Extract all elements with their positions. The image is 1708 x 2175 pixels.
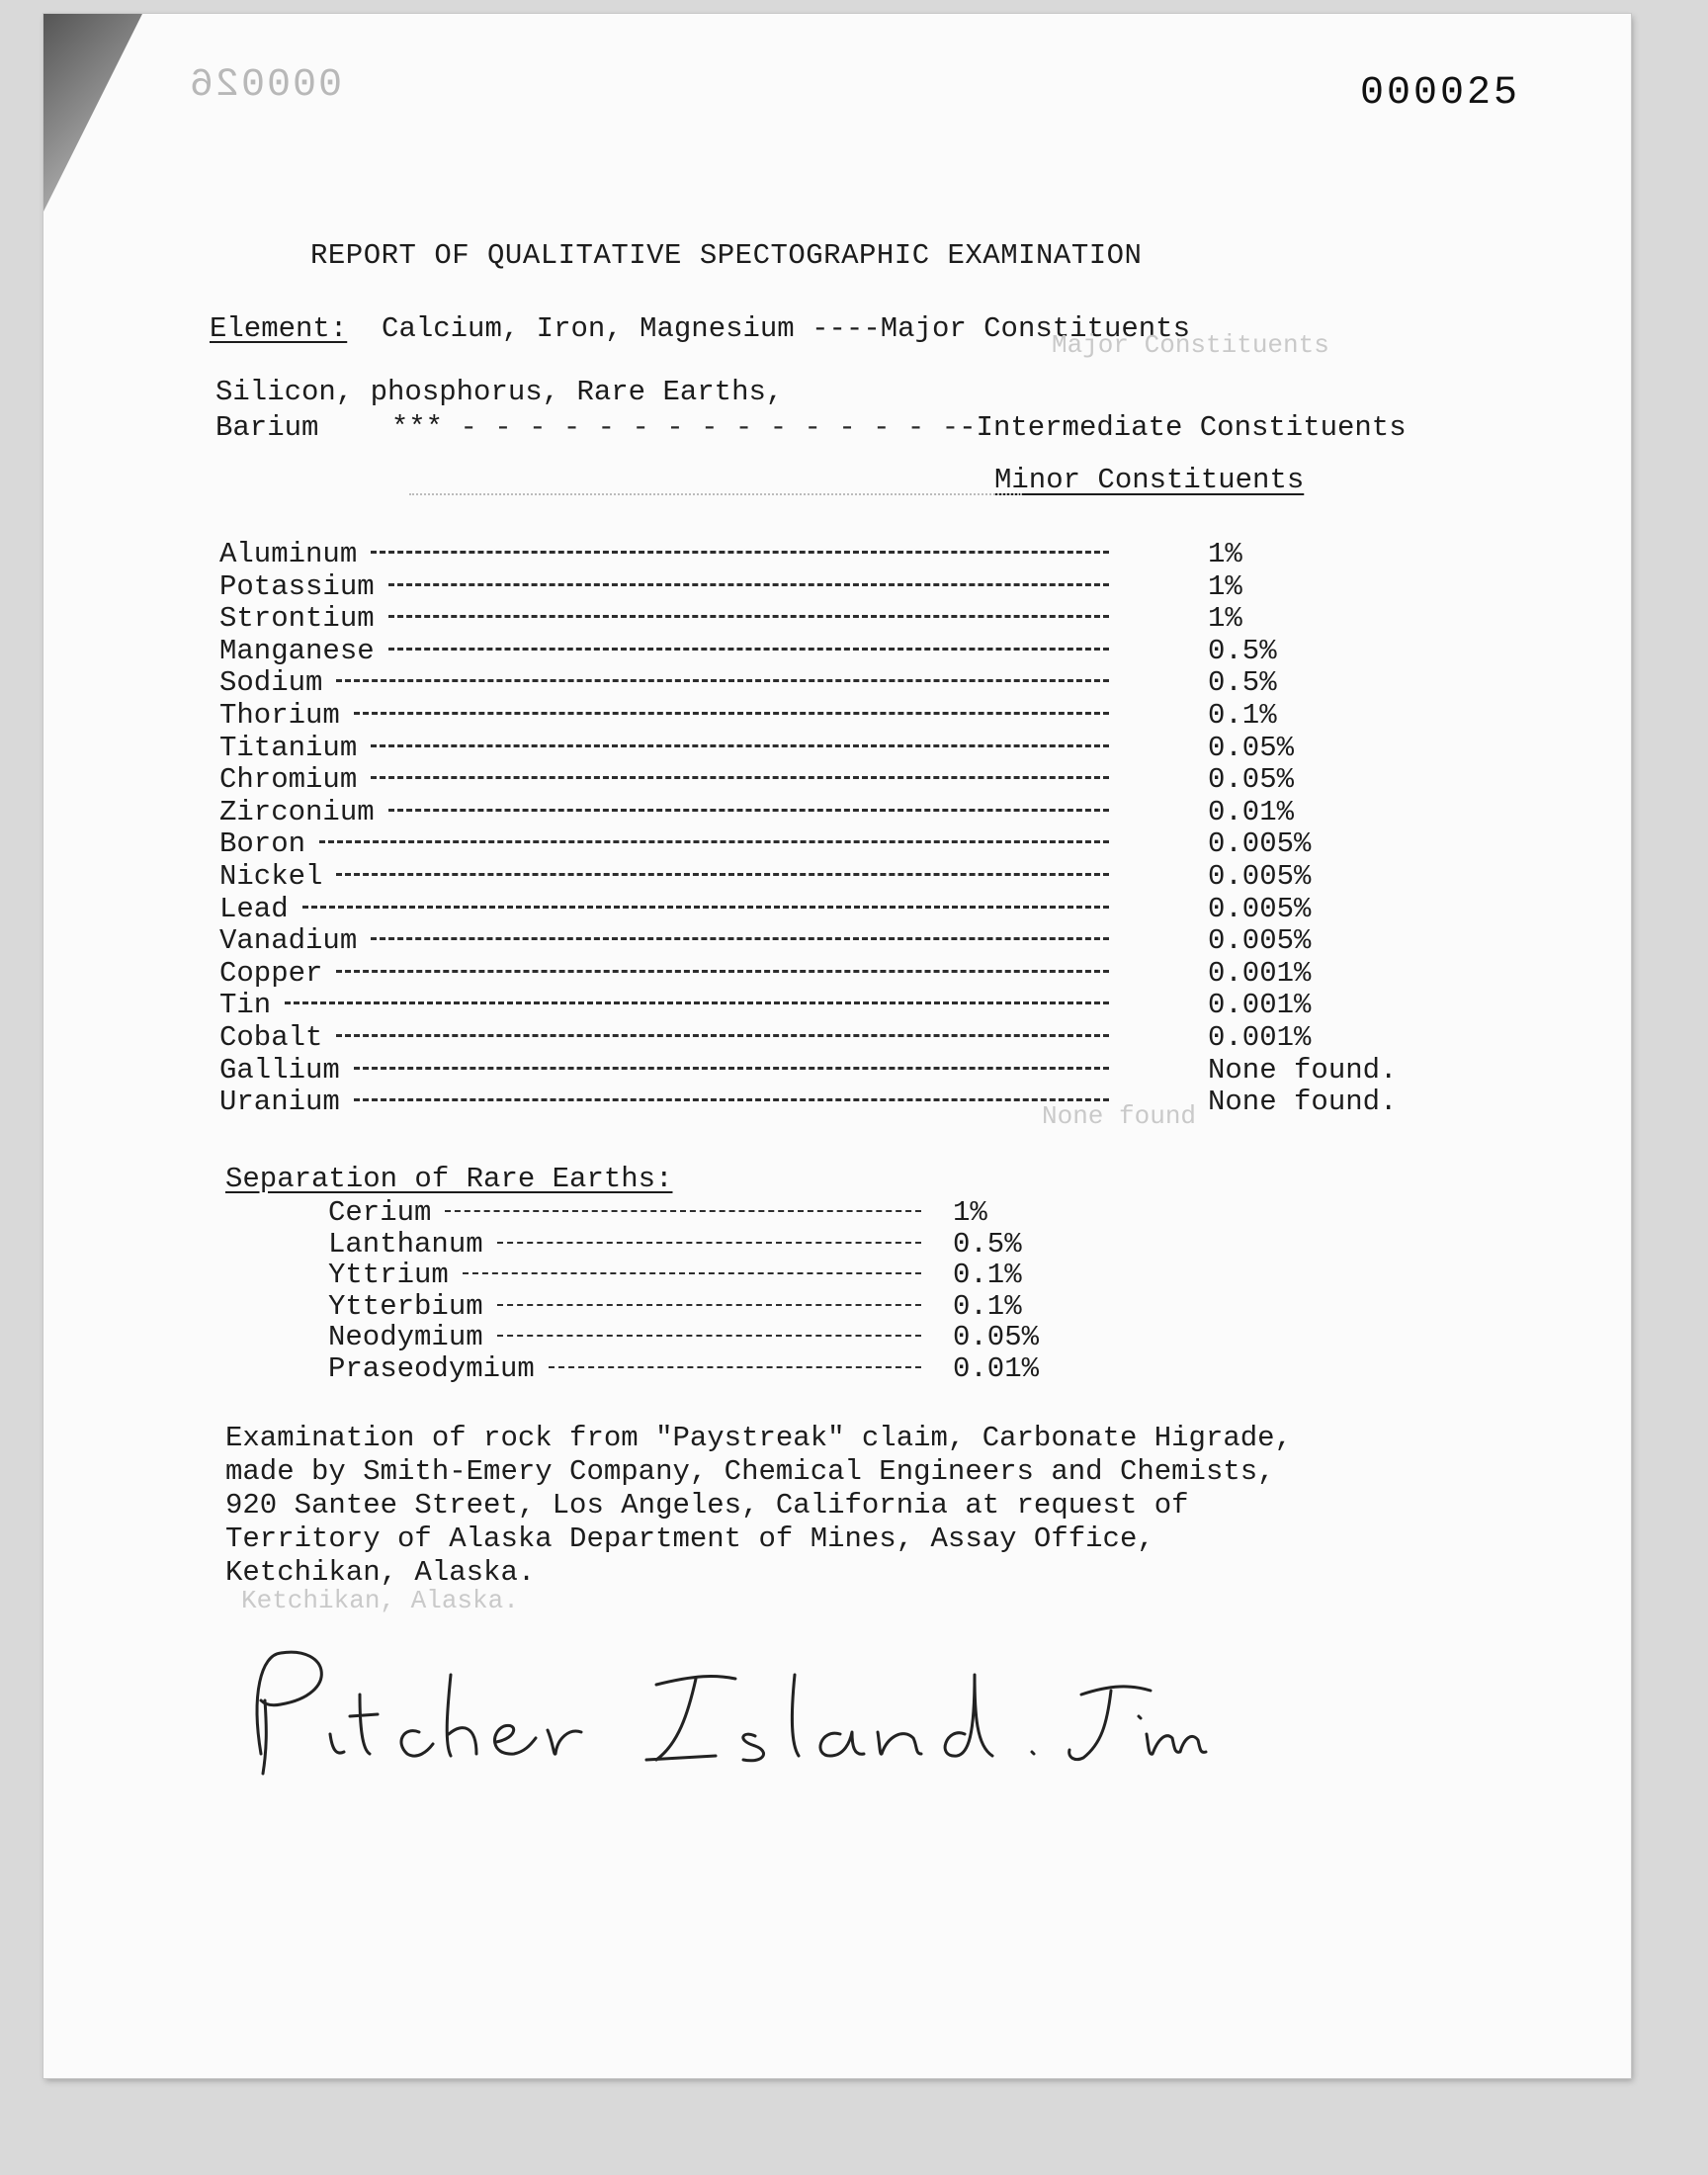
- leader-dashes: [371, 551, 1109, 554]
- constituent-row: [219, 956, 1312, 990]
- element-percentage: 0.005%: [1208, 827, 1312, 861]
- handwritten-annotation: [221, 1635, 1210, 1798]
- element-name: Sodium: [219, 666, 323, 700]
- intermediate-label: -Intermediate Constituents: [959, 411, 1407, 444]
- element-percentage: None found.: [1208, 1053, 1398, 1087]
- rare-earth-row: [328, 1228, 1119, 1260]
- bleed-through-text: None found: [1042, 1101, 1197, 1131]
- element-percentage: 0.001%: [1208, 989, 1312, 1022]
- element-percentage: 0.001%: [1208, 1021, 1312, 1054]
- report-title: REPORT OF QUALITATIVE SPECTOGRAPHIC EXAMINATION: [310, 239, 1143, 272]
- element-percentage: 0.005%: [1208, 892, 1312, 925]
- bleed-through-page-number: 000026: [188, 63, 343, 108]
- leader-dashes: [336, 970, 1109, 973]
- intermediate-line-1: Silicon, phosphorus, Rare Earths,: [215, 376, 784, 408]
- major-constituents-line: [210, 312, 1190, 345]
- element-name: Lead: [219, 892, 289, 925]
- element-name: Lanthanum: [328, 1227, 483, 1261]
- constituent-row: [219, 860, 1312, 893]
- element-percentage: 0.01%: [1208, 795, 1295, 828]
- leader-dashes: [549, 1366, 921, 1368]
- constituent-row: [219, 732, 1307, 763]
- leader-dashes: [371, 744, 1109, 747]
- intermediate-asterisks: ***: [390, 411, 444, 444]
- element-percentage: 1%: [1208, 569, 1242, 603]
- element-percentage: 0.1%: [953, 1289, 1022, 1323]
- element-percentage: 0.05%: [953, 1321, 1040, 1353]
- intermediate-barium: Barium: [215, 411, 319, 444]
- constituent-row: [219, 827, 1312, 861]
- constituent-row: [219, 699, 1307, 731]
- element-name: Vanadium: [219, 924, 358, 958]
- leader-dashes: [388, 615, 1109, 618]
- document-page: [43, 14, 1631, 2078]
- element-name: Praseodymium: [328, 1351, 535, 1385]
- leader-dashes: [285, 1001, 1109, 1004]
- leader-dashes: [497, 1242, 921, 1244]
- element-percentage: 0.001%: [1208, 956, 1312, 990]
- element-percentage: 0.5%: [953, 1227, 1022, 1261]
- element-name: Yttrium: [328, 1259, 449, 1291]
- bleed-through-text: Ketchikan, Alaska.: [241, 1586, 519, 1615]
- folded-corner: [43, 14, 142, 212]
- constituent-row: [219, 570, 1307, 602]
- constituent-row: [219, 538, 1307, 569]
- intermediate-leader: - - - - - - - - - - - - - - -: [460, 411, 960, 444]
- element-name: Tin: [219, 989, 272, 1022]
- element-name: Uranium: [219, 1086, 340, 1119]
- element-name: Potassium: [219, 569, 375, 603]
- examination-note: Examination of rock from "Paystreak" claim, Carbonate Higrade, made by Smith-Emery Company, Chemical Engineers and Chemists, 920 Santee Street, Los Angeles, California at request of Territory of Alaska Department of Mines, Assay Office, Ketchikan, Alaska.: [225, 1422, 1292, 1589]
- element-percentage: 0.05%: [1208, 731, 1295, 764]
- handwritten-annotation-drawing: [221, 1635, 1210, 1793]
- rare-earth-row: [328, 1259, 1119, 1290]
- constituent-row: [219, 892, 1312, 925]
- leader-dashes: [388, 809, 1109, 812]
- leader-dashes: [302, 906, 1109, 909]
- element-percentage: None found.: [1208, 1086, 1398, 1119]
- constituent-row: [219, 602, 1307, 634]
- constituent-row: [219, 796, 1307, 827]
- leader-dashes: [497, 1304, 921, 1306]
- leader-dashes: [445, 1210, 921, 1212]
- element-name: Thorium: [219, 699, 340, 732]
- leader-dashes: [354, 1067, 1109, 1070]
- element-name: Titanium: [219, 731, 358, 764]
- rare-earth-row: [328, 1290, 1119, 1322]
- element-name: Cerium: [328, 1196, 432, 1229]
- leader-dashes: [354, 1098, 1109, 1101]
- element-name: Boron: [219, 827, 306, 861]
- element-name: Manganese: [219, 634, 375, 667]
- leader-dashes: [354, 712, 1109, 715]
- leader-dashes: [371, 937, 1109, 940]
- element-percentage: 0.005%: [1208, 860, 1312, 893]
- leader-dashes: [336, 679, 1109, 682]
- constituent-row: [219, 635, 1307, 666]
- element-percentage: 0.01%: [953, 1351, 1040, 1385]
- element-name: Gallium: [219, 1053, 340, 1087]
- leader-dashes: [371, 776, 1109, 779]
- element-percentage: 1%: [1208, 602, 1242, 636]
- constituent-row: [219, 1053, 1398, 1087]
- element-name: Nickel: [219, 860, 323, 893]
- leader-dashes: [388, 648, 1109, 651]
- constituent-row: [219, 924, 1312, 958]
- intermediate-line-2: [215, 411, 1407, 444]
- element-percentage: 1%: [1208, 538, 1242, 570]
- rare-earth-row: [328, 1196, 1119, 1228]
- element-name: Zirconium: [219, 795, 375, 828]
- leader-dashes: [463, 1272, 921, 1274]
- element-name: Neodymium: [328, 1321, 483, 1353]
- element-percentage: 1%: [953, 1196, 987, 1229]
- element-name: Copper: [219, 956, 323, 990]
- element-name: Aluminum: [219, 538, 358, 570]
- element-percentage: 0.1%: [1208, 699, 1277, 732]
- minor-constituents-heading: Minor Constituents: [994, 464, 1305, 496]
- constituent-row: [219, 666, 1307, 698]
- constituent-row: [219, 989, 1312, 1022]
- rare-earths-heading: Separation of Rare Earths:: [225, 1163, 673, 1195]
- element-name: Ytterbium: [328, 1289, 483, 1323]
- leader-dashes: [336, 873, 1109, 876]
- leader-dashes: [497, 1335, 921, 1337]
- leader-dashes: [319, 840, 1109, 843]
- element-name: Chromium: [219, 763, 358, 797]
- page-number: 000025: [1359, 71, 1520, 116]
- element-percentage: 0.005%: [1208, 924, 1312, 958]
- element-percentage: 0.5%: [1208, 666, 1277, 700]
- bleed-through-text: Major Constituents: [1052, 330, 1329, 360]
- leader-dashes: [336, 1034, 1109, 1037]
- element-name: Cobalt: [219, 1021, 323, 1054]
- leader-dashes: [388, 583, 1109, 586]
- element-percentage: 0.1%: [953, 1259, 1022, 1291]
- rare-earth-row: [328, 1352, 1119, 1384]
- element-label: Element:: [210, 312, 348, 345]
- constituent-row: [219, 1021, 1312, 1054]
- major-elements: Calcium, Iron, Magnesium ----Major Constituents: [382, 312, 1190, 345]
- faint-rule: [409, 493, 1022, 495]
- element-name: Strontium: [219, 602, 375, 636]
- constituent-row: [219, 763, 1307, 795]
- element-percentage: 0.5%: [1208, 634, 1277, 667]
- element-percentage: 0.05%: [1208, 763, 1295, 797]
- rare-earth-row: [328, 1321, 1119, 1352]
